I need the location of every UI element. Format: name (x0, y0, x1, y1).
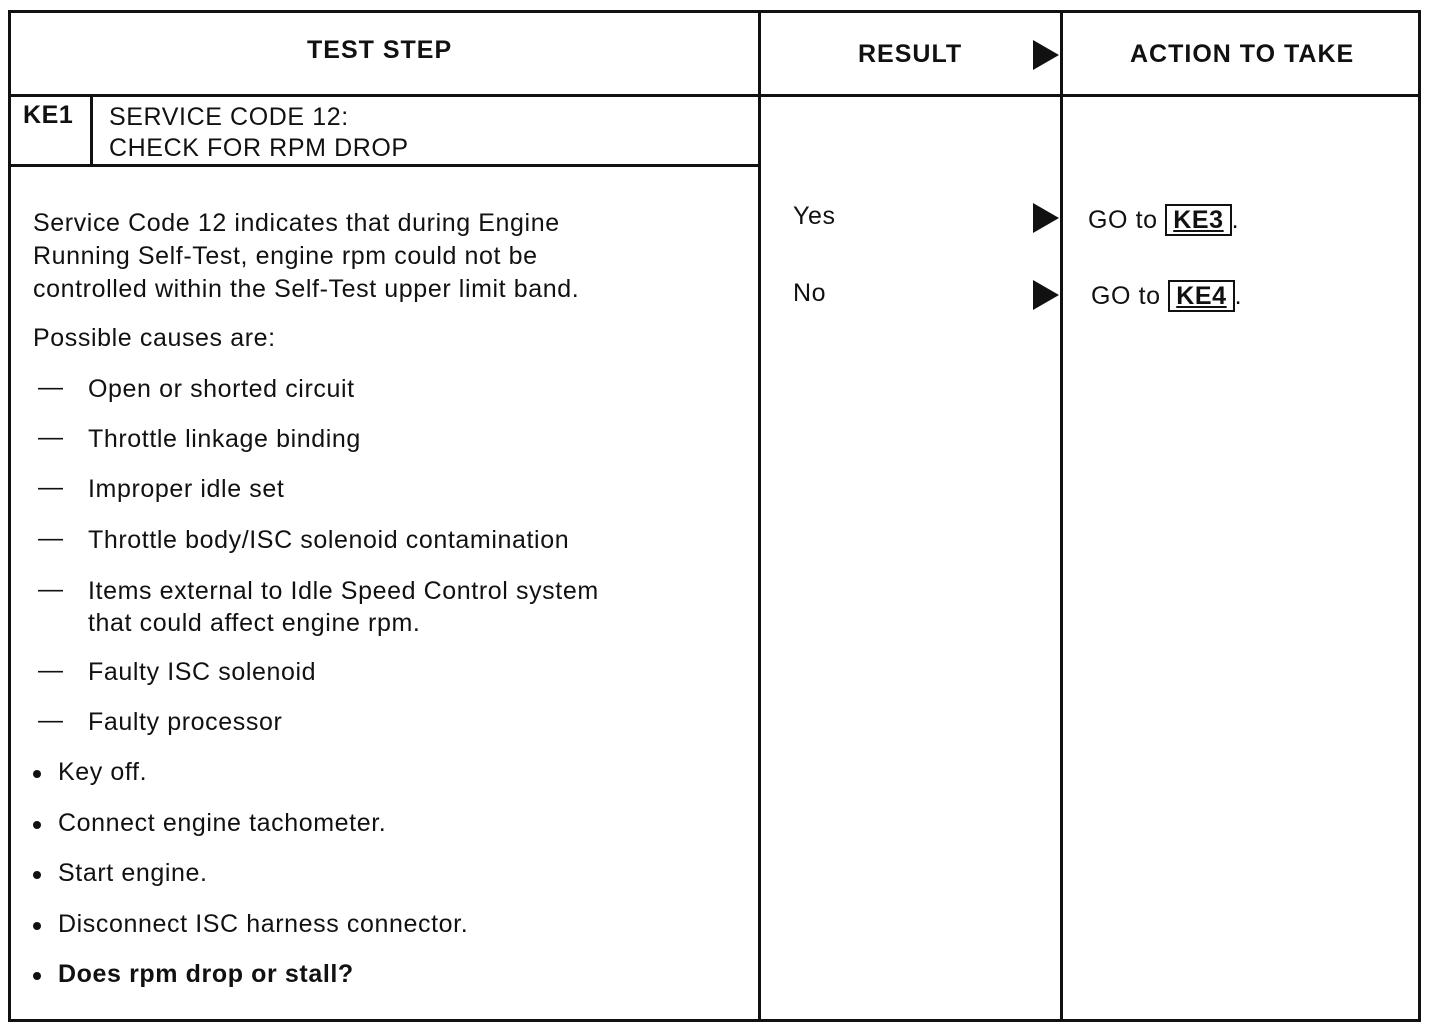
column-divider-1 (758, 10, 761, 1022)
action-no-target[interactable]: KE4 (1168, 280, 1234, 312)
causes-heading: Possible causes are: (33, 324, 276, 352)
bullet-dot-icon (33, 871, 41, 879)
step-id: KE1 (23, 101, 74, 129)
dash-icon: — (38, 575, 63, 603)
list-item: Improper idle set (88, 475, 285, 503)
bullet-dot-icon (33, 770, 41, 778)
action-yes (1088, 204, 1239, 236)
list-item: Faulty processor (88, 708, 283, 736)
list-item: Throttle linkage binding (88, 425, 361, 453)
result-no-arrow-icon (1033, 280, 1059, 310)
list-item: Disconnect ISC harness connector. (58, 910, 469, 938)
dash-icon: — (38, 423, 63, 451)
bullet-dot-icon (33, 821, 41, 829)
list-item: Key off. (58, 758, 148, 786)
result-no: No (793, 279, 827, 307)
dash-icon: — (38, 524, 63, 552)
dash-icon: — (38, 473, 63, 501)
header-test-step: TEST STEP (307, 36, 453, 64)
result-yes-arrow-icon (1033, 203, 1059, 233)
list-item-continuation: that could affect engine rpm. (88, 609, 421, 637)
description-line3: controlled within the Self-Test upper limit band. (33, 275, 580, 303)
header-arrow-icon (1033, 40, 1059, 70)
bullet-dot-icon (33, 972, 41, 980)
action-yes-suffix: . (1231, 206, 1240, 234)
action-yes-prefix: GO to (1088, 206, 1158, 234)
header-action-to-take: ACTION TO TAKE (1130, 40, 1355, 68)
description-line1: Service Code 12 indicates that during Engine (33, 209, 560, 237)
action-no-suffix: . (1234, 282, 1243, 310)
bullet-dot-icon (33, 922, 41, 930)
action-yes-target[interactable]: KE3 (1165, 204, 1231, 236)
list-item: Faulty ISC solenoid (88, 658, 317, 686)
list-item: Start engine. (58, 859, 208, 887)
list-item: Throttle body/ISC solenoid contamination (88, 526, 570, 554)
list-item: Items external to Idle Speed Control system (88, 577, 599, 605)
step-title-line2: CHECK FOR RPM DROP (109, 134, 409, 162)
question: Does rpm drop or stall? (58, 960, 354, 988)
header-divider (8, 94, 1421, 97)
header-result: RESULT (858, 40, 963, 68)
dash-icon: — (38, 656, 63, 684)
result-yes: Yes (793, 202, 836, 230)
step-title-divider (8, 164, 761, 167)
list-item: Connect engine tachometer. (58, 809, 387, 837)
list-item: Open or shorted circuit (88, 375, 355, 403)
action-no-prefix: GO to (1091, 282, 1161, 310)
action-no (1091, 280, 1242, 312)
dash-icon: — (38, 706, 63, 734)
description-line2: Running Self-Test, engine rpm could not be (33, 242, 538, 270)
step-title-line1: SERVICE CODE 12: (109, 103, 349, 131)
column-divider-2 (1060, 10, 1063, 1022)
dash-icon: — (38, 373, 63, 401)
